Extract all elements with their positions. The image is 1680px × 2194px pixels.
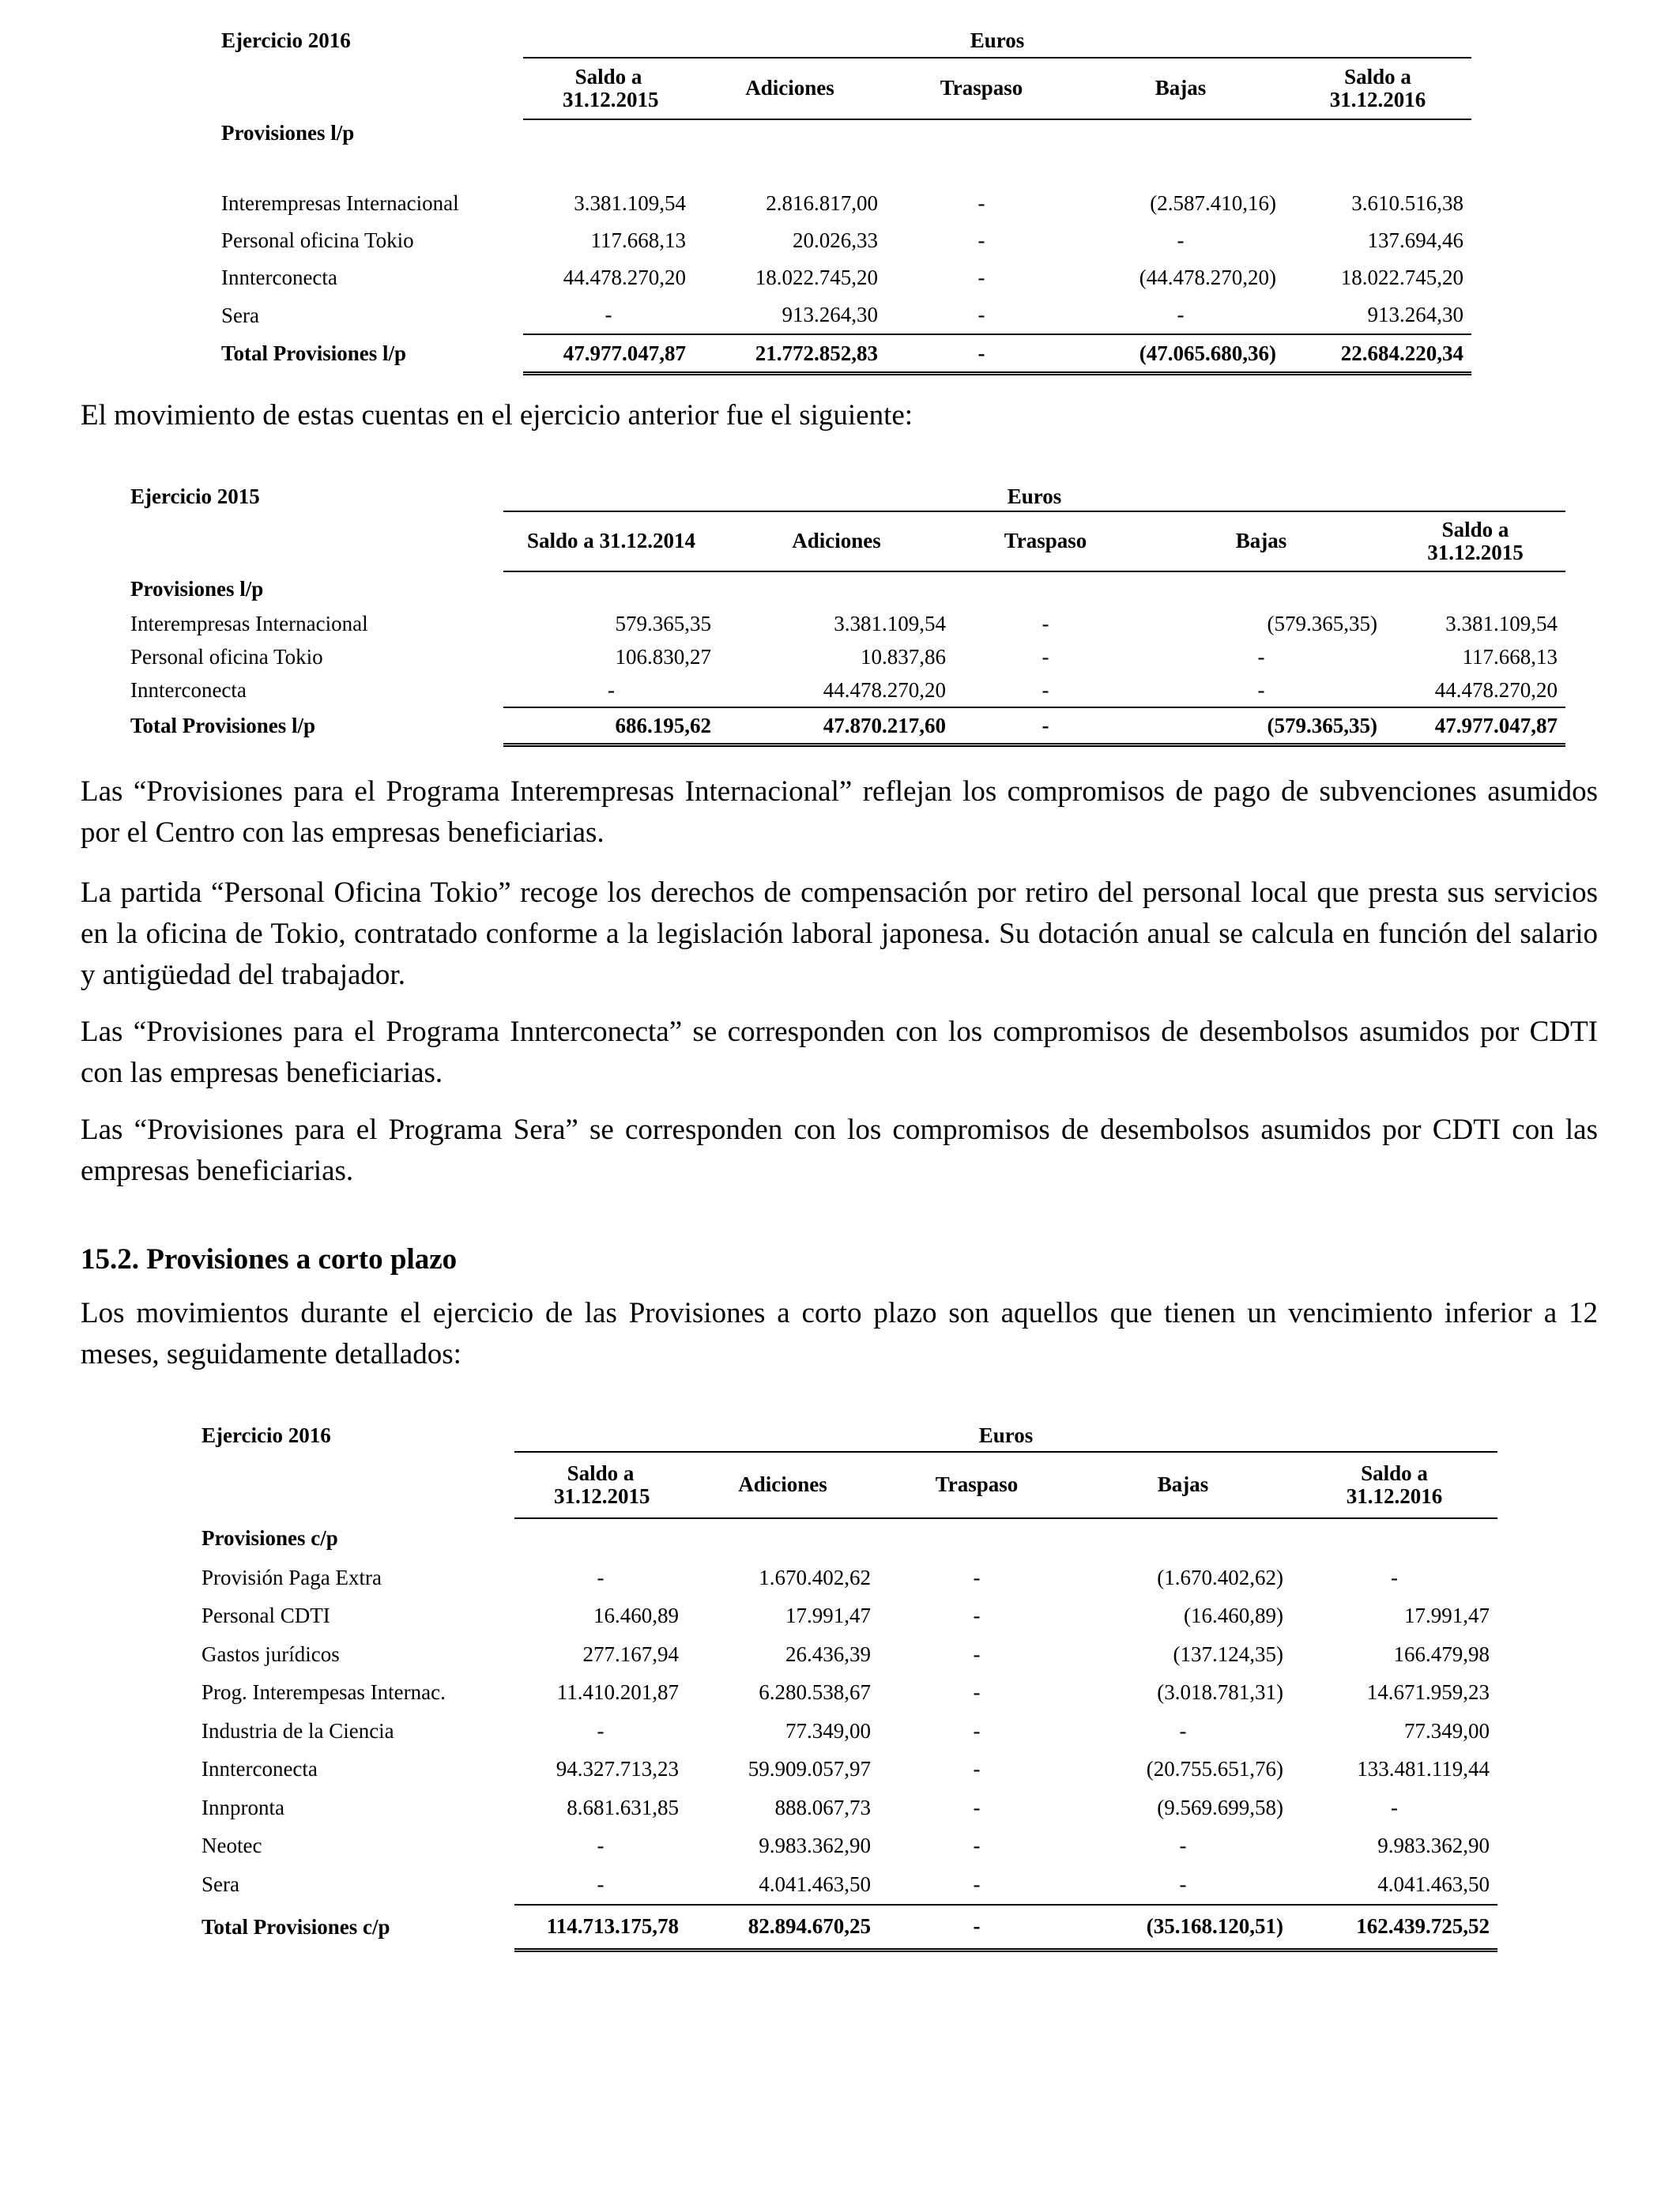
- table-row: [213, 185, 1471, 222]
- cell: -: [1042, 677, 1049, 702]
- cell: 20.026,33: [793, 228, 878, 252]
- cell: 913.264,30: [1367, 303, 1464, 326]
- cell: 277.167,94: [582, 1642, 679, 1666]
- col-header-opening-balance: Saldo a 31.12.2015: [514, 1452, 687, 1518]
- table-row: [194, 1635, 1497, 1674]
- total-cell: 82.894.670,25: [687, 1905, 879, 1951]
- row-label: Innpronta: [202, 1795, 284, 1819]
- cell: -: [1179, 1834, 1187, 1858]
- total-cell: -: [954, 707, 1137, 745]
- row-label: Gastos jurídicos: [202, 1642, 340, 1666]
- row-label: Interempresas Internacional: [221, 191, 459, 215]
- cell: 888.067,73: [774, 1795, 871, 1819]
- cell: -: [977, 228, 985, 252]
- cell: 3.610.516,38: [1351, 191, 1464, 215]
- row-label: Sera: [221, 303, 259, 327]
- cell: 913.264,30: [782, 303, 878, 326]
- section-label: Provisiones l/p: [130, 577, 264, 601]
- total-cell: -: [879, 1905, 1075, 1951]
- cell: 9.983.362,90: [1377, 1834, 1490, 1858]
- table-row: [194, 1865, 1497, 1905]
- paragraph-personal-tokio: La partida “Personal Oficina Tokio” recoge los derechos de compensación por retiro del personal local que presta sus servicios en la oficina de Tokio, contratado conforme a la legislación laboral japonesa. Su dotación anual se calcula en función del salario y antigüedad del trabajador.: [81, 876, 1598, 991]
- cell: 9.983.362,90: [759, 1834, 871, 1858]
- cell: -: [973, 1872, 981, 1896]
- currency-label: Euros: [523, 24, 1471, 58]
- row-label: Sera: [202, 1872, 239, 1897]
- total-cell: 21.772.852,83: [694, 334, 886, 374]
- provisions-lp-2016-table: [213, 24, 1471, 375]
- total-cell: 162.439.725,52: [1291, 1905, 1497, 1951]
- row-label: Prog. Interempesas Internac.: [202, 1680, 446, 1705]
- cell: -: [973, 1757, 981, 1781]
- cell: -: [608, 677, 615, 702]
- cell: 26.436,39: [785, 1642, 871, 1666]
- table-row: [194, 1712, 1497, 1751]
- col-header-closing-balance: Saldo a 31.12.2016: [1291, 1452, 1497, 1518]
- cell: 44.478.270,20: [563, 266, 686, 289]
- col-header-additions: Adiciones: [687, 1452, 879, 1518]
- cell: (20.755.651,76): [1146, 1757, 1283, 1781]
- cell: 18.022.745,20: [1340, 266, 1464, 289]
- cell: (579.365,35): [1267, 611, 1377, 635]
- cell: -: [1042, 611, 1049, 635]
- cell: -: [973, 1565, 981, 1589]
- cell: 16.460,89: [593, 1604, 679, 1628]
- cell: 1.670.402,62: [759, 1565, 871, 1589]
- provisions-cp-2016-table: [194, 1419, 1497, 1952]
- total-cell: 47.977.047,87: [1385, 707, 1565, 745]
- currency-label: Euros: [514, 1419, 1497, 1452]
- total-cell: 47.977.047,87: [523, 334, 694, 374]
- cell: -: [1177, 228, 1185, 252]
- cell: 94.327.713,23: [556, 1757, 679, 1781]
- section-intro-paragraph: Los movimientos durante el ejercicio de las Provisiones a corto plazo son aquellos que tienen un vencimiento inferior a 12 meses, seguidamente detallados:: [81, 1297, 1598, 1370]
- col-header-transfer: Traspaso: [954, 511, 1137, 571]
- cell: 3.381.109,54: [574, 191, 686, 215]
- col-header-disposals: Bajas: [1075, 1452, 1291, 1518]
- total-cell: 686.195,62: [503, 707, 719, 745]
- col-header-additions: Adiciones: [694, 58, 886, 119]
- total-cell: -: [886, 334, 1077, 374]
- cell: 77.349,00: [785, 1718, 871, 1743]
- row-label: Personal CDTI: [202, 1604, 330, 1628]
- cell: -: [597, 1872, 605, 1896]
- col-header-opening-balance: Saldo a 31.12.2015: [523, 58, 694, 119]
- table-row: [194, 1674, 1497, 1713]
- col-header-closing-balance: Saldo a 31.12.2015: [1385, 511, 1565, 571]
- year-label: Ejercicio 2015: [130, 484, 260, 508]
- total-cell: (579.365,35): [1137, 707, 1385, 745]
- section-heading: 15.2. Provisiones a corto plazo: [81, 1243, 458, 1276]
- year-label: Ejercicio 2016: [221, 28, 351, 52]
- cell: 17.991,47: [785, 1604, 871, 1628]
- cell: -: [1257, 677, 1265, 702]
- total-label: Total Provisiones l/p: [221, 341, 407, 366]
- table-row: [122, 607, 1565, 640]
- total-label: Total Provisiones l/p: [130, 714, 316, 738]
- cell: 44.478.270,20: [823, 677, 946, 702]
- cell: 3.381.109,54: [834, 611, 946, 635]
- cell: 137.694,46: [1367, 228, 1464, 252]
- paragraph-sera: Las “Provisiones para el Programa Sera” se corresponden con los compromisos de desembolsos asumidos por CDTI con las empresas beneficiarias.: [81, 1114, 1598, 1187]
- table-row: [194, 1597, 1497, 1636]
- paragraph-innterconecta: Las “Provisiones para el Programa Innterconecta” se corresponden con los compromisos de desembolsos asumidos por CDTI con las empresas beneficiarias.: [81, 1016, 1598, 1089]
- cell: (2.587.410,16): [1150, 191, 1276, 215]
- cell: -: [1391, 1565, 1398, 1589]
- cell: 4.041.463,50: [1377, 1872, 1490, 1896]
- cell: 4.041.463,50: [759, 1872, 871, 1896]
- section-label: Provisiones c/p: [202, 1526, 338, 1550]
- row-label: Personal oficina Tokio: [221, 228, 414, 252]
- row-label: Neotec: [202, 1834, 262, 1858]
- row-label: Innterconecta: [130, 678, 247, 702]
- col-header-opening-balance: Saldo a 31.12.2014: [503, 511, 719, 571]
- total-row: [122, 707, 1565, 745]
- cell: -: [973, 1604, 981, 1628]
- row-label: Industria de la Ciencia: [202, 1718, 394, 1743]
- cell: -: [973, 1642, 981, 1666]
- table-row: [122, 673, 1565, 707]
- cell: -: [1391, 1795, 1398, 1819]
- table-row: [213, 222, 1471, 259]
- table-row: [122, 640, 1565, 673]
- cell: -: [597, 1565, 605, 1589]
- col-header-closing-balance: Saldo a 31.12.2016: [1284, 58, 1471, 119]
- cell: -: [605, 303, 612, 326]
- cell: 10.837,86: [861, 644, 946, 669]
- cell: -: [1042, 644, 1049, 669]
- cell: (44.478.270,20): [1139, 266, 1276, 289]
- cell: 6.280.538,67: [759, 1680, 871, 1705]
- col-header-disposals: Bajas: [1137, 511, 1385, 571]
- cell: 17.991,47: [1404, 1604, 1490, 1628]
- total-row: [213, 334, 1471, 374]
- cell: 3.381.109,54: [1445, 611, 1558, 635]
- cell: 579.365,35: [615, 611, 711, 635]
- year-label: Ejercicio 2016: [202, 1423, 331, 1447]
- row-label: Provisión Paga Extra: [202, 1565, 382, 1589]
- total-label: Total Provisiones c/p: [202, 1914, 390, 1939]
- col-header-disposals: Bajas: [1077, 58, 1284, 119]
- cell: -: [977, 266, 985, 289]
- cell: (9.569.699,58): [1157, 1795, 1283, 1819]
- table-row: [194, 1751, 1497, 1789]
- cell: -: [1179, 1718, 1187, 1743]
- col-header-transfer: Traspaso: [886, 58, 1077, 119]
- cell: 44.478.270,20: [1434, 677, 1558, 702]
- cell: 11.410.201,87: [556, 1680, 679, 1705]
- cell: 18.022.745,20: [755, 266, 878, 289]
- cell: (1.670.402,62): [1157, 1565, 1283, 1589]
- cell: -: [1179, 1872, 1187, 1896]
- intro-2015-paragraph: El movimiento de estas cuentas en el ejercicio anterior fue el siguiente:: [81, 399, 913, 432]
- cell: -: [973, 1834, 981, 1858]
- cell: -: [977, 191, 985, 215]
- cell: 14.671.959,23: [1366, 1680, 1490, 1705]
- total-cell: 114.713.175,78: [514, 1905, 687, 1951]
- currency-label: Euros: [503, 482, 1565, 511]
- paragraph-interempresas: Las “Provisiones para el Programa Interempresas Internacional” reflejan los compromisos de pago de subvenciones asumidos por el Centro con las empresas beneficiarias.: [81, 775, 1598, 849]
- section-label: Provisiones l/p: [221, 121, 355, 145]
- row-label: Innterconecta: [221, 266, 337, 289]
- cell: 59.909.057,97: [748, 1757, 871, 1781]
- cell: (3.018.781,31): [1157, 1680, 1283, 1705]
- cell: 133.481.119,44: [1357, 1757, 1490, 1781]
- table-row: [213, 296, 1471, 334]
- row-label: Interempresas Internacional: [130, 611, 368, 635]
- table-row: [194, 1559, 1497, 1597]
- total-cell: 47.870.217,60: [719, 707, 954, 745]
- cell: 8.681.631,85: [567, 1795, 679, 1819]
- cell: -: [597, 1718, 605, 1743]
- cell: -: [1177, 303, 1185, 326]
- row-label: Personal oficina Tokio: [130, 644, 323, 669]
- cell: -: [973, 1680, 981, 1705]
- total-cell: 22.684.220,34: [1284, 334, 1471, 374]
- total-cell: (35.168.120,51): [1075, 1905, 1291, 1951]
- row-label: Innterconecta: [202, 1757, 318, 1781]
- total-row: [194, 1905, 1497, 1951]
- table-row: [194, 1827, 1497, 1866]
- cell: -: [1257, 644, 1265, 669]
- col-header-transfer: Traspaso: [879, 1452, 1075, 1518]
- cell: 166.479,98: [1393, 1642, 1490, 1666]
- cell: -: [973, 1718, 981, 1743]
- cell: 2.816.817,00: [766, 191, 878, 215]
- cell: 106.830,27: [615, 644, 711, 669]
- total-cell: (47.065.680,36): [1077, 334, 1284, 374]
- cell: -: [977, 303, 985, 326]
- provisions-lp-2015-table: [122, 482, 1565, 747]
- cell: -: [597, 1834, 605, 1858]
- cell: 77.349,00: [1404, 1718, 1490, 1743]
- cell: (16.460,89): [1184, 1604, 1283, 1628]
- col-header-additions: Adiciones: [719, 511, 954, 571]
- cell: (137.124,35): [1173, 1642, 1283, 1666]
- cell: 117.668,13: [1462, 644, 1558, 669]
- table-row: [194, 1789, 1497, 1827]
- cell: 117.668,13: [590, 228, 686, 252]
- cell: -: [973, 1795, 981, 1819]
- table-row: [213, 259, 1471, 296]
